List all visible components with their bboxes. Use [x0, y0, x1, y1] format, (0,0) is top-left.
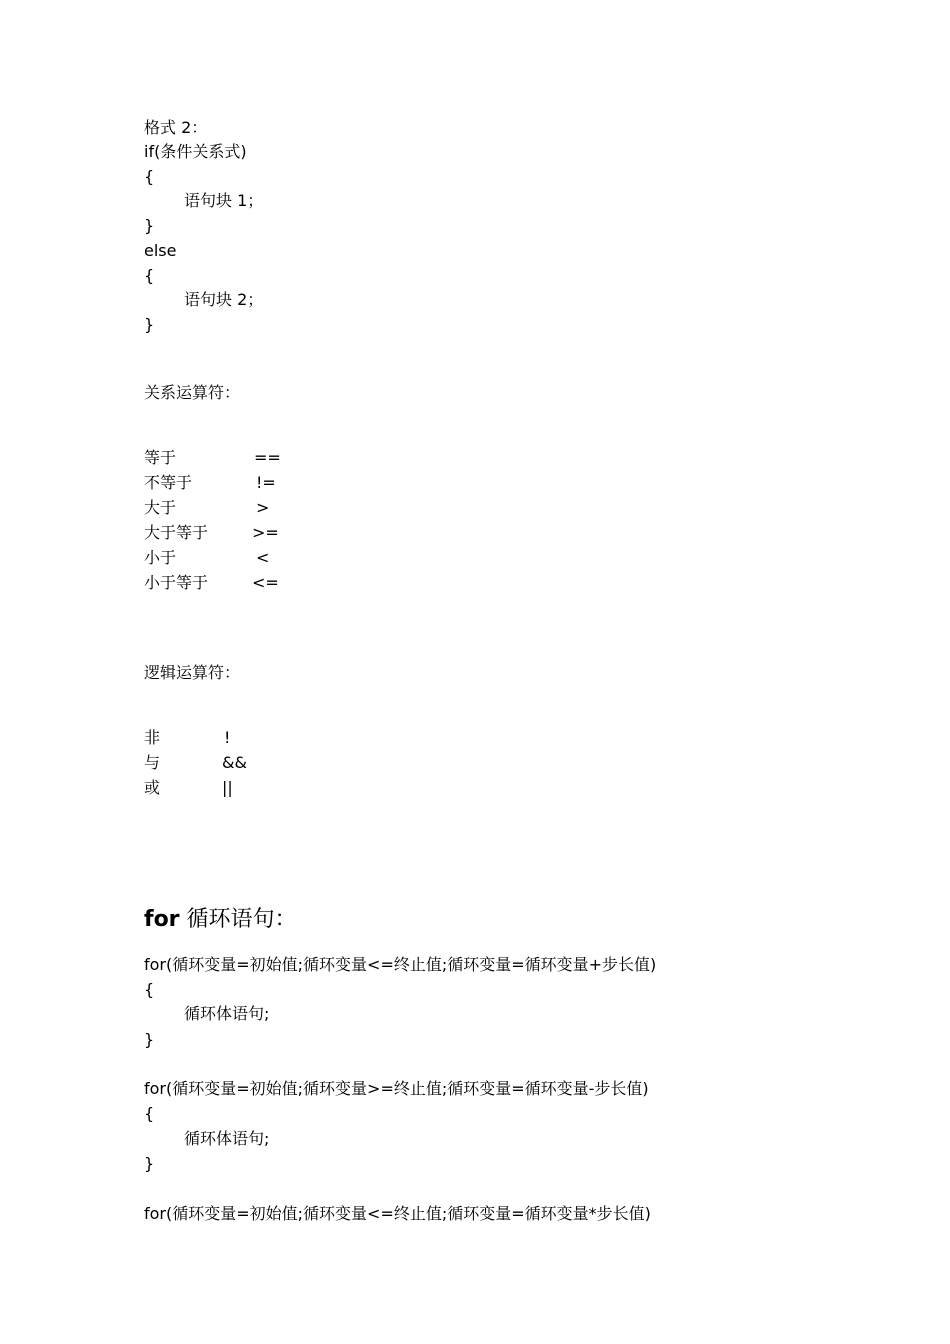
relational-symbol: >: [256, 498, 270, 517]
for-heading: [144, 906, 297, 934]
for-loop-3-header: for(循环变量=初始值;循环变量<=终止值;循环变量=循环变量*步长值): [144, 1204, 651, 1223]
relational-symbol: <=: [252, 573, 279, 592]
relational-symbol: ==: [254, 448, 281, 467]
logical-name: 与: [144, 753, 161, 772]
relational-symbol: >=: [252, 523, 279, 542]
logical-name: 非: [144, 728, 161, 747]
brace-open: {: [144, 1104, 155, 1123]
brace-close: }: [144, 216, 155, 235]
brace-close: }: [144, 1030, 155, 1049]
logical-symbol: !: [224, 728, 231, 747]
relational-name: 小于: [144, 548, 177, 567]
for-loop-2-header: for(循环变量=初始值;循环变量>=终止值;循环变量=循环变量-步长值): [144, 1079, 649, 1098]
logical-title: 逻辑运算符：: [144, 663, 241, 682]
logical-name: 或: [144, 778, 161, 797]
brace-open: {: [144, 980, 155, 999]
relational-name: 大于: [144, 498, 177, 517]
relational-symbol: <: [256, 548, 270, 567]
if-line: if(条件关系式): [144, 142, 247, 161]
for-heading-text: 循环语句：: [179, 907, 297, 932]
logical-symbol: &&: [222, 753, 247, 772]
for-keyword: for: [144, 907, 180, 932]
logical-symbol: ||: [222, 778, 233, 797]
loop-body: 循环体语句;: [184, 1129, 270, 1148]
brace-open: {: [144, 266, 155, 285]
relational-title: 关系运算符：: [144, 383, 241, 402]
brace-close: }: [144, 315, 155, 334]
brace-open: {: [144, 167, 155, 186]
relational-name: 大于等于: [144, 523, 209, 542]
relational-name: 不等于: [144, 473, 193, 492]
for-loop-1-header: for(循环变量=初始值;循环变量<=终止值;循环变量=循环变量+步长值): [144, 955, 657, 974]
block-1: 语句块 1；: [184, 191, 264, 210]
else-line: else: [144, 241, 177, 260]
relational-symbol: !=: [256, 473, 276, 492]
loop-body: 循环体语句;: [184, 1004, 270, 1023]
format2-title: 格式 2：: [144, 118, 208, 137]
relational-name: 小于等于: [144, 573, 209, 592]
brace-close: }: [144, 1154, 155, 1173]
relational-name: 等于: [144, 448, 177, 467]
block-2: 语句块 2；: [184, 290, 264, 309]
